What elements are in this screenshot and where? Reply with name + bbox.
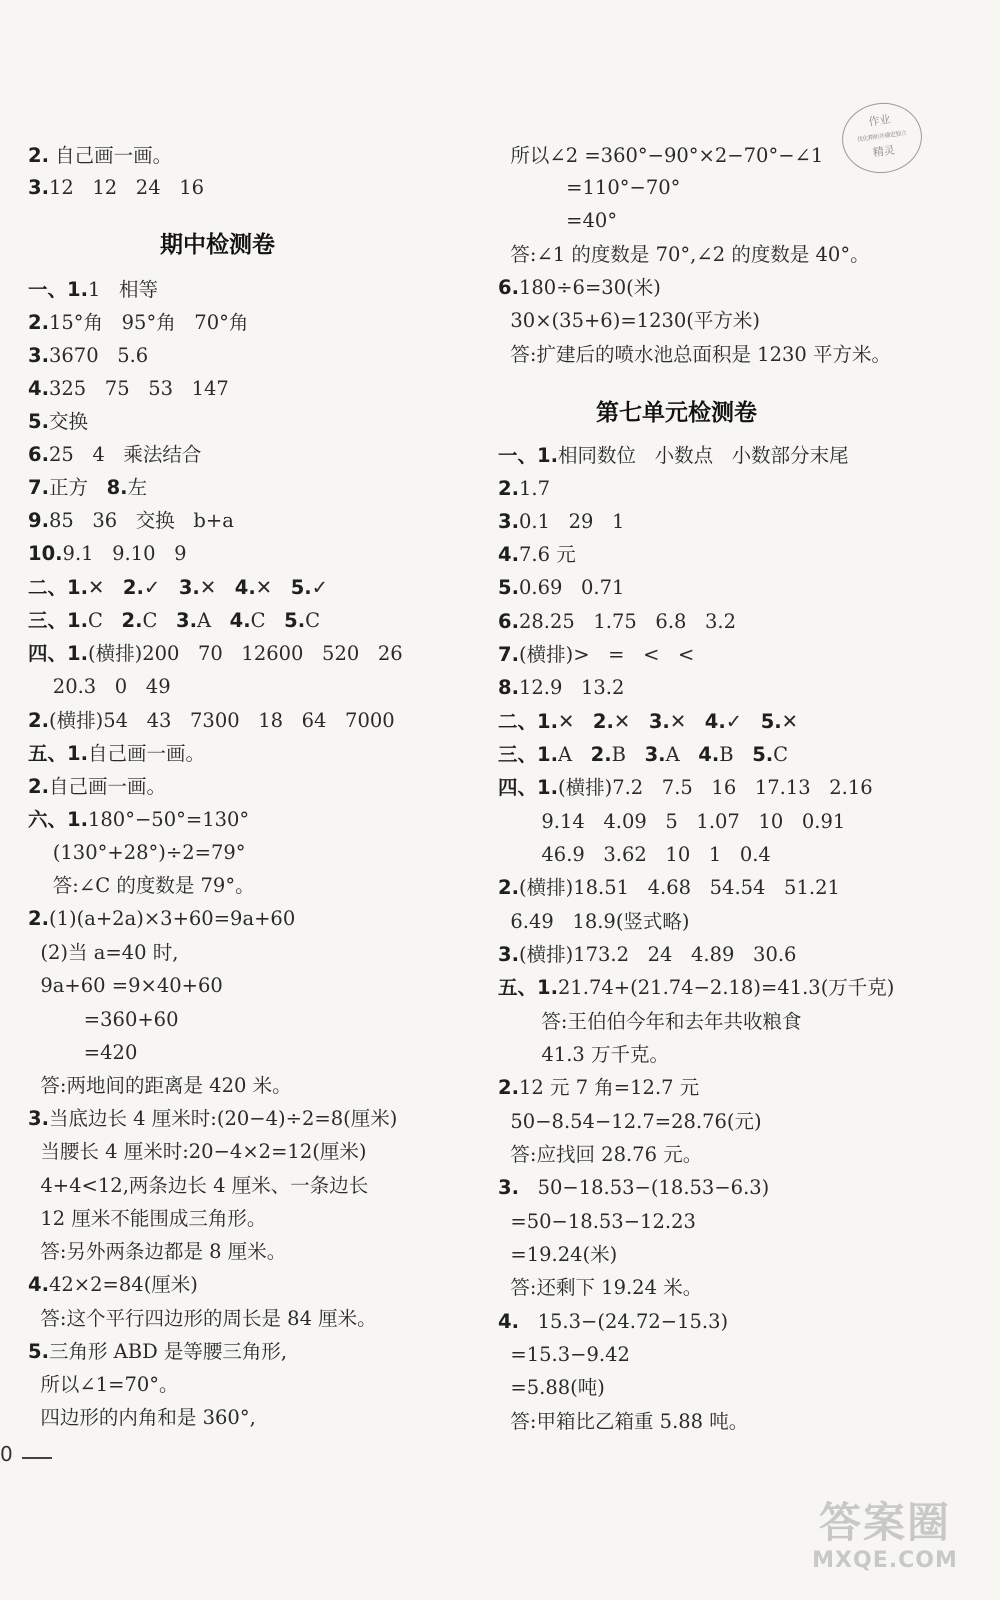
answer-text: 15.3−(24.72−15.3) — [518, 1310, 729, 1333]
item-number: 4. — [234, 576, 256, 599]
page-number: 0 — [0, 1442, 13, 1466]
answer-text: =360+60 — [28, 1008, 179, 1031]
answer-text: 四边形的内角和是 360°, — [28, 1406, 256, 1429]
answer-text: (横排)18.51 4.68 54.54 51.21 — [518, 876, 840, 899]
item-number: 4. — [498, 1310, 519, 1333]
answer-line — [28, 313, 248, 333]
answer-text: =5.88(吨) — [498, 1376, 605, 1399]
item-number: 四、1. — [498, 776, 558, 799]
answer-line — [28, 379, 229, 399]
answer-text: 50−8.54−12.7=28.76(元) — [498, 1110, 762, 1133]
answer-line — [498, 612, 736, 632]
answer-text: 12 元 7 角=12.7 元 — [518, 1076, 700, 1099]
answer-line — [28, 711, 395, 731]
answer-line — [498, 1112, 762, 1132]
answer-line — [498, 1412, 748, 1432]
item-number: 5. — [498, 576, 519, 599]
item-number: 6. — [28, 443, 49, 466]
answer-text: 所以∠1=70°。 — [28, 1373, 179, 1396]
answer-line — [28, 677, 171, 697]
answer-line — [28, 1176, 368, 1196]
item-number: 一、1. — [498, 444, 558, 467]
item-number: 3. — [644, 743, 666, 766]
answer-line — [28, 611, 320, 631]
item-number: 五、1. — [498, 976, 558, 999]
item-number: 3. — [28, 176, 49, 199]
answer-line — [498, 912, 690, 932]
answer-text: 所以∠2 =360°−90°×2−70°−∠1 — [498, 144, 824, 167]
answer-text: ✓ — [311, 576, 329, 599]
item-number: 4. — [229, 609, 251, 632]
answer-line — [28, 644, 403, 664]
item-number: 2. — [28, 775, 49, 798]
answer-text: 85 36 交换 b+a — [48, 509, 234, 532]
answer-line — [498, 578, 624, 598]
answer-text: (横排)7.2 7.5 16 17.13 2.16 — [557, 776, 873, 799]
item-number: 3. — [648, 710, 670, 733]
answer-line — [28, 146, 172, 166]
answer-text: 28.25 1.75 6.8 3.2 — [518, 610, 737, 633]
item-number: 9. — [28, 509, 49, 532]
answer-text: ✕ — [781, 710, 799, 733]
item-number: 5. — [752, 743, 774, 766]
answer-text: 46.9 3.62 10 1 0.4 — [498, 843, 771, 866]
answer-text: 180÷6=30(米) — [518, 276, 661, 299]
answer-line — [498, 311, 760, 331]
answer-line — [498, 778, 873, 798]
answer-text: 答:应找回 28.76 元。 — [498, 1143, 703, 1166]
answer-text: 42×2=84(厘米) — [48, 1273, 198, 1296]
answer-text: =420 — [28, 1041, 138, 1064]
answer-text: C — [142, 609, 176, 632]
answer-line — [28, 843, 246, 863]
answer-line — [498, 1278, 702, 1298]
answer-line — [498, 1378, 605, 1398]
answer-text: 30×(35+6)=1230(平方米) — [498, 309, 761, 332]
answer-text: 21.74+(21.74−2.18)=41.3(万千克) — [557, 976, 895, 999]
answer-text: ✕ — [669, 710, 705, 733]
answer-text: A — [665, 743, 699, 766]
answer-text: 9.1 9.10 9 — [62, 542, 187, 565]
answer-line — [498, 645, 694, 665]
answer-text: 答:两地间的距离是 420 米。 — [28, 1074, 292, 1097]
answer-text: 当底边长 4 厘米时:(20−4)÷2=8(厘米) — [48, 1107, 398, 1130]
answer-text: C — [773, 743, 789, 766]
answer-text: 9a+60 =9×40+60 — [28, 974, 223, 997]
answer-line — [28, 1043, 137, 1063]
answer-line — [498, 845, 771, 865]
item-number: 三、1. — [498, 743, 558, 766]
answer-text: 15°角 95°角 70°角 — [48, 311, 249, 334]
answer-text: C — [250, 609, 285, 632]
answer-line — [28, 943, 178, 963]
answer-line — [498, 712, 798, 732]
answer-text: 答:王伯伯今年和去年共收粮食 — [498, 1010, 802, 1033]
answer-line — [28, 1342, 287, 1362]
answer-text: 正方 — [48, 476, 107, 499]
item-number: 10. — [28, 542, 63, 565]
answer-text: ✕ — [613, 710, 649, 733]
answer-line — [498, 1345, 630, 1365]
item-number: 3. — [176, 609, 197, 632]
page-number-rule — [22, 1457, 52, 1459]
answer-text: ✕ — [87, 576, 123, 599]
answer-line — [28, 1076, 292, 1096]
answer-text: B — [719, 743, 753, 766]
answer-line — [28, 1275, 198, 1295]
answer-text: 答:∠C 的度数是 79°。 — [28, 874, 255, 897]
answer-line — [498, 1245, 617, 1265]
answer-text: C — [87, 609, 122, 632]
answer-line — [498, 745, 788, 765]
item-number: 2. — [28, 311, 49, 334]
stamp-line-3: 精灵 — [872, 143, 896, 160]
answer-text: 7.6 元 — [518, 543, 576, 566]
item-number: 4. — [698, 743, 720, 766]
answer-text: 答:这个平行四边形的周长是 84 厘米。 — [28, 1307, 377, 1330]
item-number: 5. — [28, 1340, 49, 1363]
answer-line — [498, 1045, 669, 1065]
section-title: 期中检测卷 — [160, 232, 275, 258]
answer-text: C — [305, 609, 321, 632]
answer-text: A — [196, 609, 230, 632]
item-number: 5. — [284, 609, 306, 632]
site-watermark — [790, 1490, 980, 1590]
item-number: 4. — [28, 1273, 49, 1296]
answer-text: 相同数位 小数点 小数部分末尾 — [557, 444, 849, 467]
item-number: 5. — [290, 576, 312, 599]
answer-text: 交换 — [48, 410, 88, 433]
answer-text: 当腰长 4 厘米时:20−4×2=12(厘米) — [28, 1140, 367, 1163]
answer-line — [28, 876, 255, 896]
item-number: 三、1. — [28, 609, 88, 632]
item-number: 6. — [498, 610, 519, 633]
item-number: 8. — [498, 676, 519, 699]
answer-line — [28, 976, 223, 996]
answer-line — [28, 1010, 179, 1030]
item-number: 2. — [28, 144, 49, 167]
item-number: 7. — [28, 476, 49, 499]
answer-line — [498, 945, 796, 965]
item-number: 2. — [28, 709, 49, 732]
answer-text: =40° — [498, 209, 618, 232]
answer-line — [28, 1209, 266, 1229]
answer-line — [28, 1109, 397, 1129]
item-number: 3. — [498, 1176, 519, 1199]
answer-line — [498, 978, 894, 998]
answer-text: 自己画一画。 — [48, 775, 166, 798]
answer-text: (横排)54 43 7300 18 64 7000 — [48, 709, 395, 732]
answer-text: (2)当 a=40 时, — [28, 941, 179, 964]
answer-text: 4+4<12,两条边长 4 厘米、一条边长 — [28, 1174, 369, 1197]
item-number: 2. — [28, 907, 49, 930]
item-number: 5. — [760, 710, 782, 733]
answer-line — [498, 1178, 769, 1198]
item-number: 五、1. — [28, 742, 88, 765]
item-number: 六、1. — [28, 808, 88, 831]
item-number: 8. — [106, 476, 128, 499]
item-number: 2. — [590, 743, 612, 766]
answer-text: =19.24(米) — [498, 1243, 618, 1266]
item-number: 4. — [704, 710, 726, 733]
item-number: 2. — [498, 1076, 519, 1099]
answer-line — [498, 1312, 728, 1332]
item-number: 4. — [498, 543, 519, 566]
answer-text: 12 12 24 16 — [48, 176, 205, 199]
answer-text: 50−18.53−(18.53−6.3) — [518, 1176, 770, 1199]
answer-text: (横排)> = < < — [518, 643, 695, 666]
answer-line — [28, 280, 158, 300]
answer-text: 左 — [127, 476, 148, 499]
answer-text: 1.7 — [518, 477, 550, 500]
answer-text: 25 4 乘法结合 — [48, 443, 202, 466]
answer-line — [498, 812, 845, 832]
answer-text: 0.1 29 1 — [518, 510, 625, 533]
answer-text: =50−18.53−12.23 — [498, 1210, 696, 1233]
item-number: 3. — [28, 1107, 49, 1130]
answer-line — [28, 511, 234, 531]
answer-line — [498, 211, 617, 231]
item-number: 3. — [28, 344, 49, 367]
item-number: 2. — [122, 576, 144, 599]
answer-text: 9.14 4.09 5 1.07 10 0.91 — [498, 810, 846, 833]
answer-line — [498, 446, 849, 466]
answer-text: ✓ — [143, 576, 179, 599]
answer-text: =15.3−9.42 — [498, 1343, 630, 1366]
watermark-line-2: MXQE.COM — [812, 1548, 958, 1573]
item-number: 二、1. — [28, 576, 88, 599]
answer-line — [498, 545, 576, 565]
answer-text: 3670 5.6 — [48, 344, 149, 367]
answer-line — [28, 412, 88, 432]
answer-text: A — [557, 743, 591, 766]
answer-line — [498, 512, 624, 532]
answer-line — [498, 345, 891, 365]
answer-text: 1 相等 — [87, 278, 158, 301]
section-title: 第七单元检测卷 — [596, 400, 757, 426]
item-number: 6. — [498, 276, 519, 299]
item-number: 7. — [498, 643, 519, 666]
answer-text: (横排)173.2 24 4.89 30.6 — [518, 943, 797, 966]
item-number: 4. — [28, 377, 49, 400]
item-number: 2. — [121, 609, 143, 632]
answer-line — [498, 1212, 696, 1232]
answer-text: 20.3 0 49 — [28, 675, 171, 698]
answer-text: 0.69 0.71 — [518, 576, 625, 599]
answer-text: ✕ — [255, 576, 291, 599]
answer-line — [28, 777, 166, 797]
answer-line — [28, 346, 148, 366]
answer-text: 41.3 万千克。 — [498, 1043, 670, 1066]
answer-text: (1)(a+2a)×3+60=9a+60 — [48, 907, 296, 930]
answer-line — [498, 245, 870, 265]
answer-text: 答:∠1 的度数是 70°,∠2 的度数是 40°。 — [498, 243, 870, 266]
answer-text: ✕ — [557, 710, 593, 733]
answer-text: 自己画一画。 — [48, 144, 173, 167]
answer-text: 答:还剩下 19.24 米。 — [498, 1276, 703, 1299]
answer-text: 12 厘米不能围成三角形。 — [28, 1207, 267, 1230]
answer-text: 325 75 53 147 — [48, 377, 229, 400]
answer-text: 答:甲箱比乙箱重 5.88 吨。 — [498, 1410, 749, 1433]
answer-line — [498, 278, 661, 298]
item-number: 四、1. — [28, 642, 88, 665]
item-number: 2. — [498, 876, 519, 899]
item-number: 2. — [498, 477, 519, 500]
answer-line — [28, 909, 295, 929]
item-number: 3. — [498, 943, 519, 966]
answer-line — [28, 178, 204, 198]
item-number: 一、1. — [28, 278, 88, 301]
answer-text: 答:扩建后的喷水池总面积是 1230 平方米。 — [498, 343, 891, 366]
answer-line — [28, 1408, 256, 1428]
answer-text: (横排)200 70 12600 520 26 — [87, 642, 403, 665]
answer-line — [498, 878, 840, 898]
stamp-line-1: 作业 — [867, 112, 892, 129]
answer-line — [498, 479, 550, 499]
item-number: 2. — [592, 710, 614, 733]
answer-text: 答:另外两条边都是 8 厘米。 — [28, 1240, 287, 1263]
answer-text: 自己画一画。 — [87, 742, 205, 765]
item-number: 3. — [178, 576, 200, 599]
item-number: 二、1. — [498, 710, 558, 733]
answer-text: 12.9 13.2 — [518, 676, 625, 699]
answer-line — [28, 445, 201, 465]
answer-line — [28, 810, 249, 830]
homework-stamp — [838, 98, 927, 178]
answer-line — [498, 1078, 699, 1098]
answer-text: 180°−50°=130° — [87, 808, 250, 831]
answer-line — [28, 744, 205, 764]
answer-line — [28, 478, 147, 498]
answer-line — [28, 578, 328, 598]
answer-text: 6.49 18.9(竖式略) — [498, 910, 690, 933]
answer-line — [28, 1375, 179, 1395]
answer-text: ✓ — [725, 710, 761, 733]
answer-text: =110°−70° — [498, 176, 681, 199]
watermark-line-1: 答案圈 — [818, 1498, 951, 1547]
answer-line — [28, 1142, 366, 1162]
answer-line — [28, 1242, 286, 1262]
answer-text: 三角形 ABD 是等腰三角形, — [48, 1340, 288, 1363]
answer-line — [498, 678, 624, 698]
answer-text: (130°+28°)÷2=79° — [28, 841, 246, 864]
answer-line — [28, 1309, 377, 1329]
answer-line — [28, 544, 187, 564]
item-number: 3. — [498, 510, 519, 533]
answer-text: ✕ — [199, 576, 235, 599]
answer-line — [498, 1012, 801, 1032]
item-number: 5. — [28, 410, 49, 433]
answer-line — [498, 146, 823, 166]
stamp-line-2: 优化精析并确定独立 — [856, 129, 907, 144]
answer-line — [498, 178, 680, 198]
answer-text: B — [611, 743, 645, 766]
answer-line — [498, 1145, 702, 1165]
